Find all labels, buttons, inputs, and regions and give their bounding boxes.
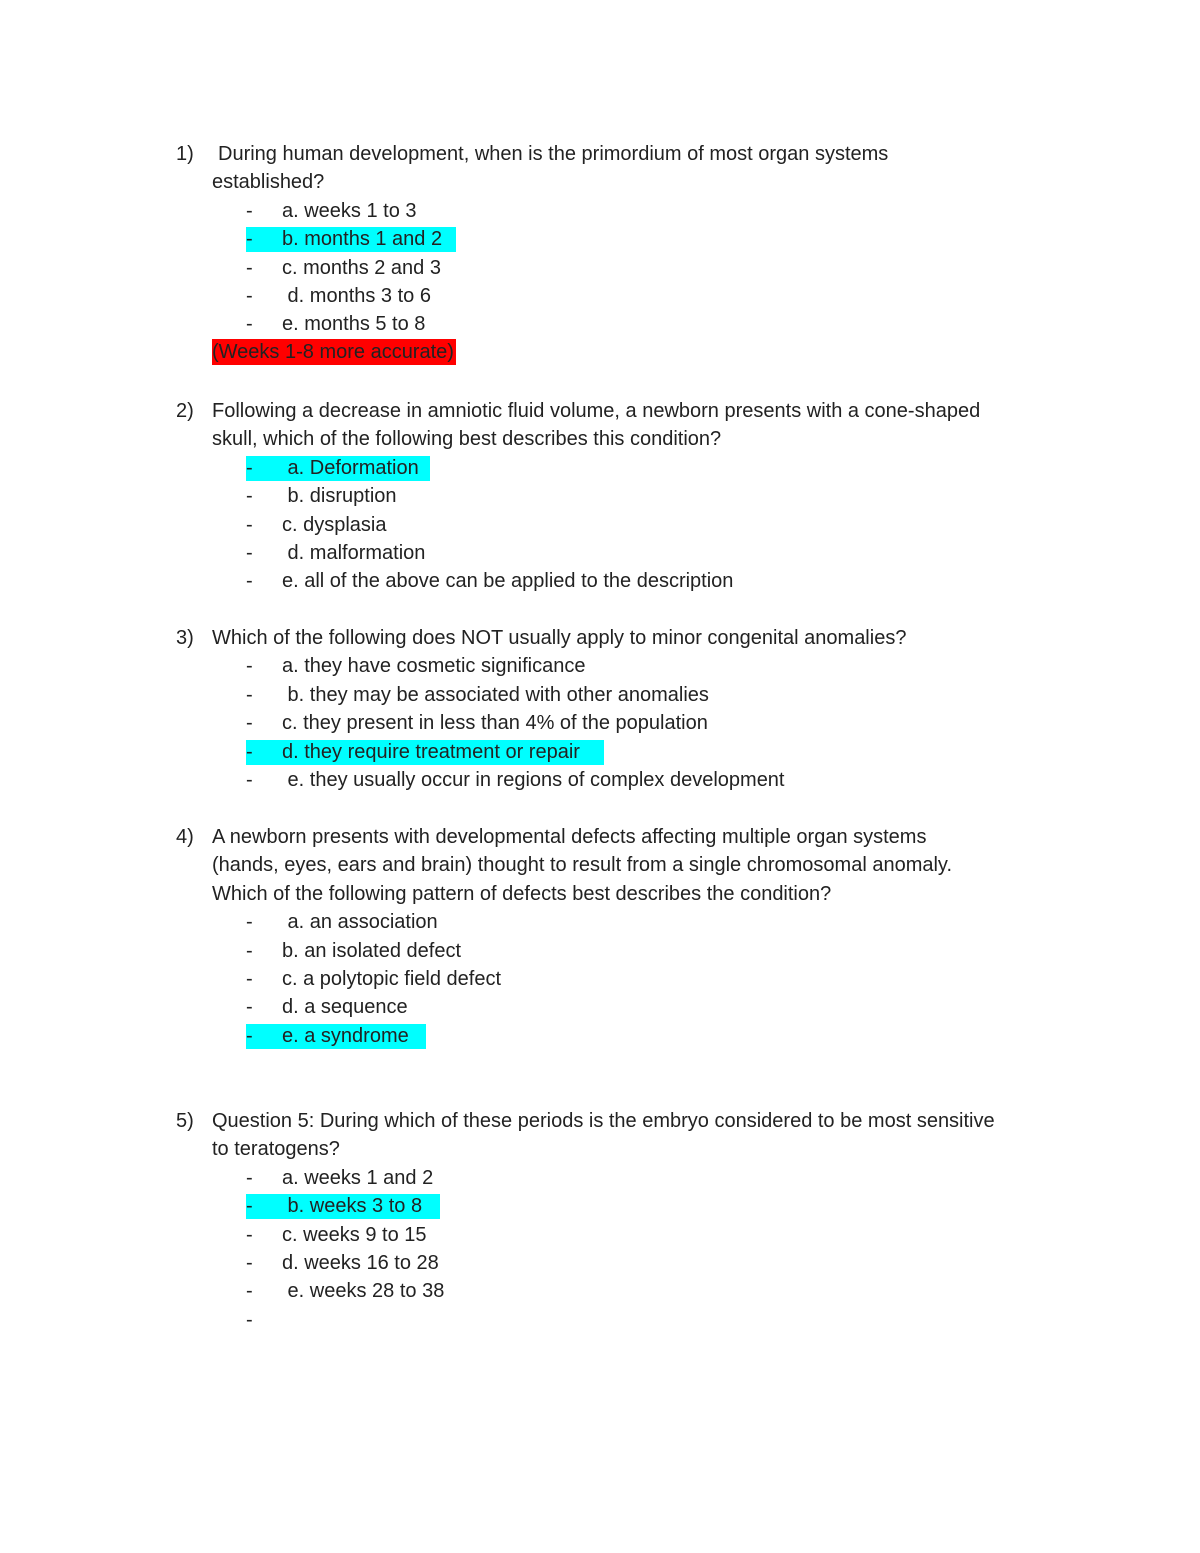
option-b [176, 482, 1076, 510]
bullet-dash: - [246, 911, 253, 934]
option-label: c. a polytopic field defect [282, 968, 502, 990]
option-label: b. weeks 3 to 8 [282, 1195, 428, 1218]
red-highlight-note: (Weeks 1-8 more accurate) [212, 340, 454, 363]
bullet-dash: - [246, 768, 253, 791]
option-label: e. months 5 to 8 [282, 313, 426, 336]
option-b-answer [176, 1192, 1076, 1220]
option-label: d. a sequence [282, 996, 408, 1019]
bullet-dash: - [246, 228, 253, 251]
bullet-dash: - [246, 1223, 253, 1246]
option-e-answer [176, 1022, 1076, 1050]
option-d-answer [176, 738, 1076, 766]
option-e [176, 766, 1076, 794]
bullet-dash: - [246, 1251, 253, 1274]
bullet-dash: - [246, 683, 253, 706]
question-text-line: During human development, when is the primordium of most organ systems [218, 143, 889, 165]
bullet-dash: - [246, 1280, 253, 1303]
question-header [176, 624, 1076, 652]
option-label: b. they may be associated with other anomalies [282, 683, 709, 706]
question-number: 2) [176, 400, 194, 422]
bullet-dash: - [246, 313, 253, 336]
option-label: a. they have cosmetic significance [282, 655, 586, 678]
question-number: 5) [176, 1110, 194, 1132]
bullet-dash: - [246, 1308, 253, 1331]
option-label: b. disruption [282, 485, 397, 508]
bullet-dash: - [246, 570, 253, 593]
option-a [176, 1164, 1076, 1192]
bullet-dash: - [246, 1195, 253, 1218]
option-label: e. all of the above can be applied to the description [282, 570, 734, 593]
bullet-dash: - [246, 485, 253, 508]
option-b [176, 681, 1076, 709]
question-text-line: A newborn presents with developmental defects affecting multiple organ systems [212, 826, 927, 848]
question-text-line: to teratogens? [212, 1138, 340, 1161]
option-label: d. weeks 16 to 28 [282, 1251, 439, 1274]
option-label: a. an association [282, 911, 438, 934]
option-label: d. malformation [282, 541, 426, 564]
bullet-dash: - [246, 740, 253, 763]
question-text-line: Which of the following pattern of defects best describes the condition? [212, 882, 832, 905]
bullet-dash: - [246, 996, 253, 1019]
option-b [176, 937, 1076, 965]
options-list [176, 454, 1076, 596]
bullet-dash: - [246, 513, 253, 536]
option-label: a. weeks 1 and 2 [282, 1166, 434, 1189]
question-text-line: (hands, eyes, ears and brain) thought to result from a single chromosomal anomaly. [212, 854, 952, 877]
question-number: 4) [176, 826, 194, 848]
option-label: b. months 1 and 2 [282, 228, 443, 251]
option-label: d. months 3 to 6 [282, 284, 431, 307]
option-b-answer [176, 225, 1076, 253]
question-3 [176, 624, 1076, 794]
bullet-dash: - [246, 968, 253, 990]
options-list [176, 1164, 1076, 1334]
question-header [176, 140, 1076, 197]
option-c [176, 709, 1076, 737]
bullet-dash: - [246, 199, 253, 222]
option-a [176, 652, 1076, 680]
option-label: c. months 2 and 3 [282, 256, 441, 279]
question-text-line: Question 5: During which of these periods is the embryo considered to be most sensitive [212, 1110, 995, 1132]
question-2 [176, 397, 1076, 596]
option-label: b. an isolated defect [282, 939, 462, 962]
question-text-line: established? [212, 171, 325, 194]
question-text-line: Which of the following does NOT usually apply to minor congenital anomalies? [212, 627, 907, 649]
bullet-dash: - [246, 939, 253, 962]
bullet-dash: - [246, 456, 253, 479]
option-d [176, 282, 1076, 310]
option-e [176, 567, 1076, 595]
bullet-dash: - [246, 1024, 253, 1047]
option-label: e. a syndrome [282, 1024, 415, 1047]
question-text-line: skull, which of the following best describes this condition? [212, 428, 722, 451]
question-text-line: Following a decrease in amniotic fluid volume, a newborn presents with a cone-shaped [212, 400, 981, 422]
option-d [176, 993, 1076, 1021]
option-label: e. they usually occur in regions of complex development [282, 768, 785, 791]
option-label: a. weeks 1 to 3 [282, 199, 417, 222]
bullet-dash: - [246, 284, 253, 307]
question-4 [176, 823, 1076, 1050]
option-c [176, 965, 1076, 993]
question-header [176, 397, 1076, 454]
bullet-dash: - [246, 541, 253, 564]
option-label: c. dysplasia [282, 513, 387, 536]
option-a-answer [176, 454, 1076, 482]
question-5 [176, 1107, 1076, 1334]
bullet-dash: - [246, 655, 253, 678]
option-c [176, 511, 1076, 539]
question-number: 3) [176, 627, 194, 649]
question-header [176, 1107, 1076, 1164]
option-a [176, 908, 1076, 936]
option-label: c. weeks 9 to 15 [282, 1223, 427, 1246]
option-e [176, 310, 1076, 338]
option-empty [176, 1306, 1076, 1334]
bullet-dash: - [246, 1166, 253, 1189]
options-list [176, 908, 1076, 1050]
option-c [176, 254, 1076, 282]
bullet-dash: - [246, 712, 253, 735]
question-number: 1) [176, 143, 194, 165]
option-a [176, 197, 1076, 225]
option-c [176, 1221, 1076, 1249]
option-d [176, 1249, 1076, 1277]
option-label: c. they present in less than 4% of the population [282, 712, 708, 735]
question-header [176, 823, 1076, 908]
option-label: d. they require treatment or repair [282, 740, 580, 763]
option-label: e. weeks 28 to 38 [282, 1280, 445, 1303]
question-1 [176, 140, 1076, 365]
option-label: a. Deformation [282, 456, 419, 479]
option-e [176, 1277, 1076, 1305]
options-list [176, 197, 1076, 339]
option-d [176, 539, 1076, 567]
options-list [176, 652, 1076, 794]
bullet-dash: - [246, 256, 253, 279]
